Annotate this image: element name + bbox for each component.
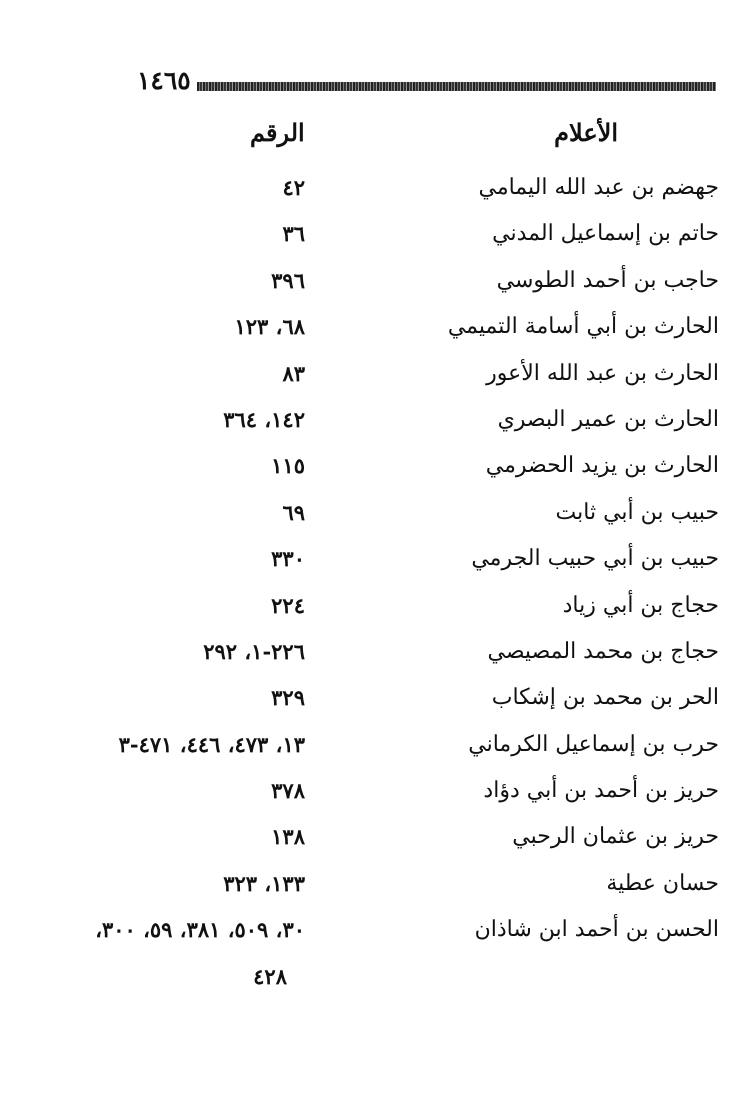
list-item — [0, 863, 748, 909]
list-item-continuation — [0, 956, 748, 1002]
list-item — [0, 631, 748, 677]
page-number: ١٤٦٥ — [137, 66, 191, 95]
entry-name: الحسن بن أحمد ابن شاذان — [474, 917, 719, 943]
entry-name: حبيب بن أبي حبيب الجرمي — [471, 546, 719, 572]
list-item — [0, 306, 748, 352]
entry-refs: ١٣، ٤٧٣، ٤٤٦، ٤٧١-٣ — [118, 731, 305, 757]
entry-refs: ٣٢٩ — [271, 685, 305, 711]
entry-refs: ١٣٨ — [271, 824, 305, 850]
entry-refs: ١٤٢، ٣٦٤ — [223, 406, 305, 432]
entry-refs: ٢٢٤ — [271, 592, 305, 618]
entry-refs: ٣٠، ٥٠٩، ٣٨١، ٥٩، ٣٠٠، — [95, 917, 305, 943]
entry-refs: ١٣٣، ٣٢٣ — [223, 870, 305, 896]
list-item — [0, 816, 748, 862]
list-item — [0, 724, 748, 770]
entry-refs-continuation: ٤٢٨ — [253, 963, 287, 989]
list-item — [0, 353, 748, 399]
entry-name: حجاج بن أبي زياد — [562, 592, 719, 618]
entry-refs: ٤٢ — [282, 175, 305, 200]
refs-column-heading: الرقم — [250, 118, 305, 147]
entry-name: حبيب بن أبي ثابت — [555, 499, 719, 525]
entry-name: الحارث بن يزيد الحضرمي — [485, 453, 719, 479]
entry-name: حريز بن عثمان الرحبي — [512, 824, 719, 850]
entry-name: حجاج بن محمد المصيصي — [487, 638, 719, 664]
list-item — [0, 677, 748, 723]
header-rule — [197, 82, 716, 91]
entry-refs: ٨٣ — [282, 360, 305, 386]
entry-name: حسان عطية — [606, 870, 719, 896]
list-item — [0, 492, 748, 538]
entry-refs: ٦٩ — [282, 499, 305, 525]
list-item — [0, 538, 748, 584]
list-item — [0, 260, 748, 306]
list-item — [0, 445, 748, 491]
entry-name: جهضم بن عبد الله اليمامي — [478, 175, 719, 200]
list-item — [0, 770, 748, 816]
entry-refs: ٣٧٨ — [271, 778, 305, 804]
entry-refs: ١١٥ — [271, 453, 305, 479]
list-item — [0, 909, 748, 955]
entry-name: حاتم بن إسماعيل المدني — [492, 221, 719, 247]
entry-refs: ٢٢٦-١، ٢٩٢ — [203, 638, 305, 664]
list-item — [0, 399, 748, 445]
entry-name: الحر بن محمد بن إشكاب — [491, 685, 719, 711]
entry-refs: ٦٨، ١٢٣ — [234, 314, 305, 340]
index-list — [0, 167, 748, 1002]
entry-refs: ٣٣٠ — [271, 546, 305, 572]
entry-refs: ٣٩٦ — [271, 267, 305, 293]
entry-name: الحارث بن عمير البصري — [497, 406, 719, 432]
list-item — [0, 213, 748, 259]
entry-name: حرب بن إسماعيل الكرماني — [468, 731, 719, 757]
list-item — [0, 585, 748, 631]
list-item — [0, 167, 748, 213]
entry-name: الحارث بن عبد الله الأعور — [486, 360, 719, 386]
entry-name: حاجب بن أحمد الطوسي — [496, 267, 719, 293]
entry-refs: ٣٦ — [282, 221, 305, 247]
entry-name: الحارث بن أبي أسامة التميمي — [447, 314, 719, 340]
names-column-heading: الأعلام — [554, 118, 618, 147]
entry-name: حريز بن أحمد بن أبي دؤاد — [483, 778, 719, 804]
